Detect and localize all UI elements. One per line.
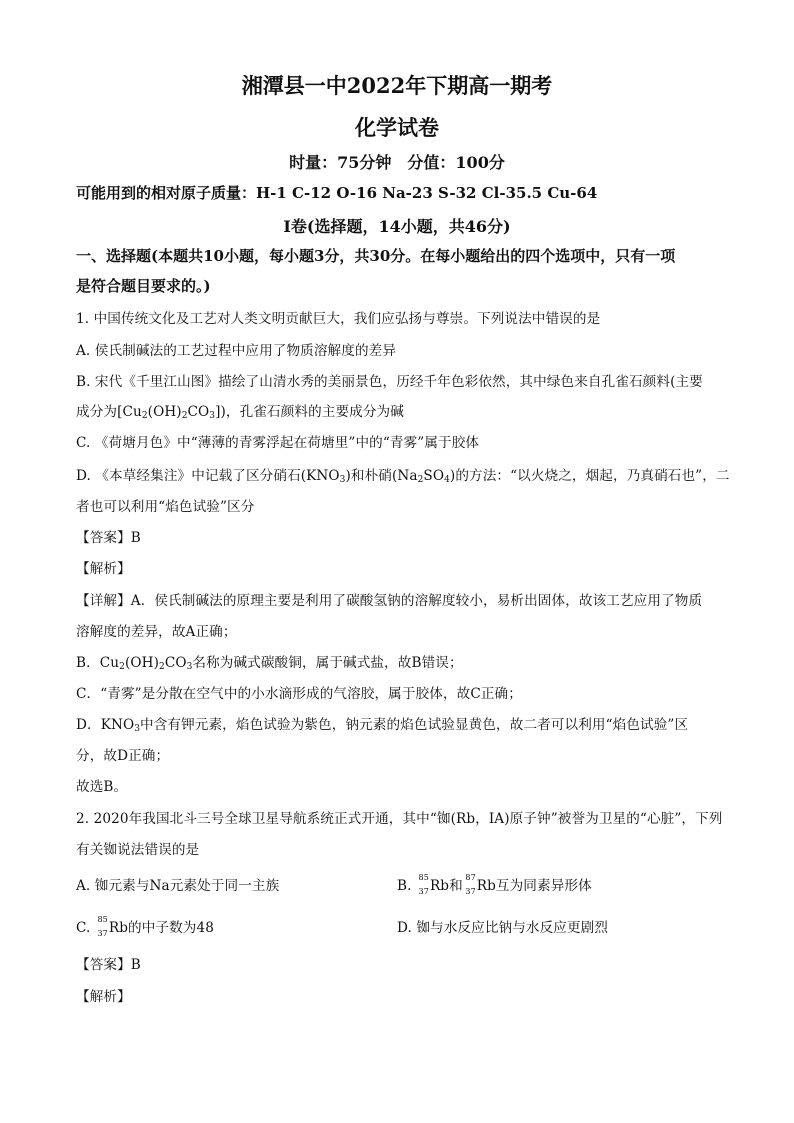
- volume-title: I卷(选择题，14小题，共46分): [283, 217, 511, 236]
- q1-option-d-line1: D. 《本草经集注》中记载了区分硝石$(KNO_3)$和朴硝$(Na_2SO_4)$的方法：“以火烧之，烟起，乃真硝石也”，二: [76, 468, 730, 485]
- q1-detail-d-line1: D．$KNO_3$中含有钾元素，焰色试验为紫色，钠元素的焰色试验显黄色，故二者可以利用“焰色试验”区: [76, 717, 689, 734]
- exam-title: 湘潭县一中2022年下期高一期考: [241, 73, 553, 98]
- q2-option-d: D. 铷与水反应比钠与水反应更剧烈: [397, 920, 609, 936]
- q2-stem-line1: 2. 2020年我国北斗三号全球卫星导航系统正式开通，其中“铷(Rb，IA)原子钟”被誉为卫星的“心脏”，下列: [76, 811, 723, 827]
- q2-option-b: B. 85 37 Rb和 87 37 Rb互为同素异形体: [397, 873, 592, 896]
- q1-detail-d-line2: 分，故D正确；: [76, 748, 170, 764]
- q1-option-b-line1: B. 宋代《千里江山图》描绘了山清水秀的美丽景色，历经千年色彩依然，其中绿色来自孔雀石颜料(主要: [76, 374, 703, 390]
- rb85-nuclide-symbol-c: 85 37: [97, 915, 108, 938]
- q1-option-a: A. 侯氏制碱法的工艺过程中应用了物质溶解度的差异: [76, 343, 397, 359]
- time-score: 时量：75分钟 分值：100分: [289, 153, 505, 172]
- q1-stem: 1. 中国传统文化及工艺对人类文明贡献巨大，我们应弘扬与尊崇。下列说法中错误的是: [76, 311, 601, 327]
- section1-instructions-line1: 一、选择题(本题共10小题，每小题3分，共30分。在每小题给出的四个选项中，只有一项: [76, 247, 676, 265]
- q1-analysis-label: 【解析】: [76, 561, 131, 577]
- q1-option-d-line2: 者也可以利用“焰色试验”区分: [76, 499, 255, 515]
- q2-option-a: A. 铷元素与Na元素处于同一主族: [76, 878, 280, 894]
- q2-analysis-label: 【解析】: [76, 989, 131, 1005]
- q1-detail-line1: 【详解】A．侯氏制碱法的原理主要是利用了碳酸氢钠的溶解度较小，易析出固体，故该工艺应用了物质: [76, 593, 703, 609]
- subject-title: 化学试卷: [355, 115, 439, 140]
- q2-stem-line2: 有关铷说法错误的是: [76, 842, 200, 858]
- q1-detail-line2: 溶解度的差异，故A正确；: [76, 624, 237, 640]
- q1-detail-b: B．$Cu_2(OH)_2CO_3$名称为碱式碳酸铜，属于碱式盐，故B错误；: [76, 655, 463, 672]
- atomic-masses: 可能用到的相对原子质量：H-1 C-12 O-16 Na-23 S-32 Cl-35.5 Cu-64: [76, 184, 598, 202]
- rb85-nuclide-symbol: 85 37: [418, 873, 429, 896]
- q2-option-c: C. 85 37 Rb的中子数为48: [76, 915, 214, 938]
- q1-answer: 【答案】B: [76, 530, 141, 546]
- q1-option-c: C. 《荷塘月色》中“薄薄的青雾浮起在荷塘里”中的“青雾”属于胶体: [76, 435, 480, 451]
- q1-option-b-line2: 成分为$[Cu_2(OH)_2CO_3]$)，孔雀石颜料的主要成分为碱: [76, 404, 404, 421]
- q1-detail-c: C．“青雾”是分散在空气中的小水滴形成的气溶胶，属于胶体，故C正确；: [76, 686, 522, 702]
- q1-conclusion: 故选B。: [76, 779, 128, 795]
- section1-instructions-line2: 是符合题目要求的。): [76, 277, 211, 295]
- q2-answer: 【答案】B: [76, 957, 141, 973]
- rb87-nuclide-symbol: 87 37: [465, 873, 476, 896]
